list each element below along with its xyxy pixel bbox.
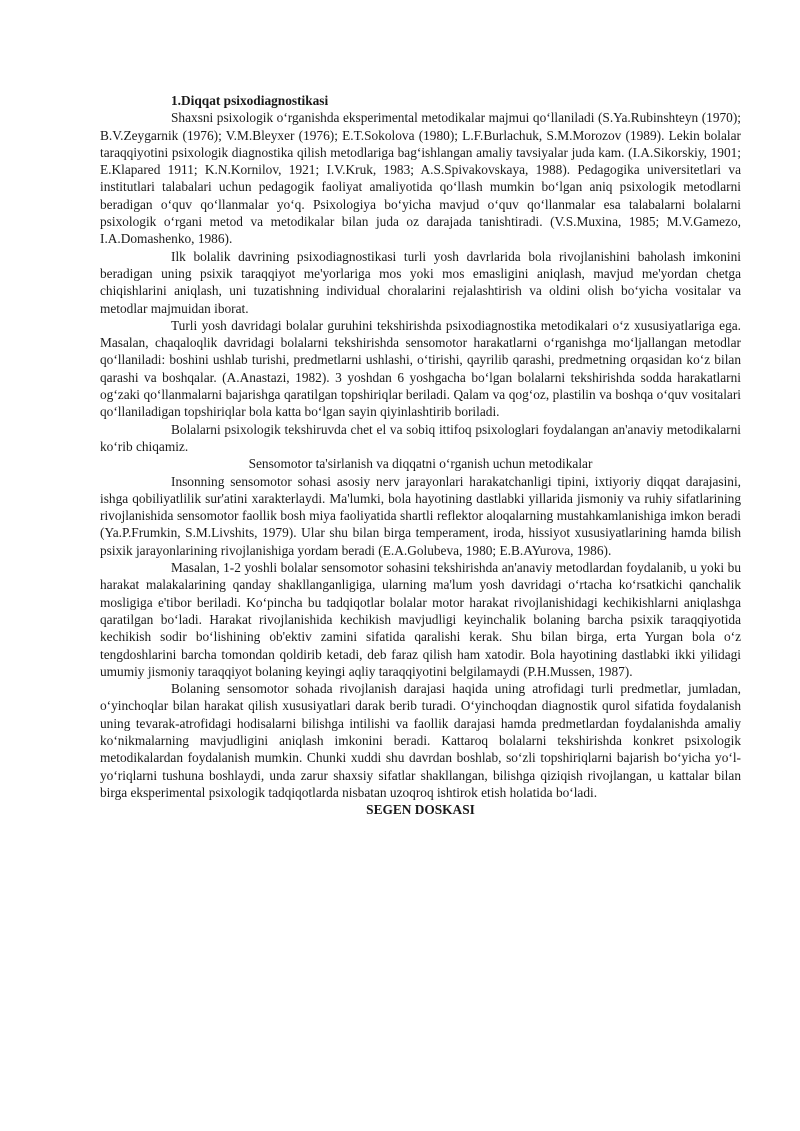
- document-page: [100, 92, 741, 818]
- paragraph-main-2: Masalan, 1-2 yoshli bolalar sensomotor sohasini tekshirishda an'anaviy metodlardan foydalanib, u yoki bu harakat malakalarining qanday shakllanganligiga, ularning ma'lum yosh davridagi o‘rtacha ko‘rsatkichi qanchalik mosligiga e'tibor beriladi. Ko‘pincha bu tadqiqotlar bolalar motor harakat rivojlanishidagi kechikishlarni aniqlashga qaratilgan bo‘ladi. Harakat rivojlanishida kechikish mavjudligi keyinchalik bolaning barcha psixik taraqqiyotida kechikish sodir bo‘lishining ob'ektiv zamini sifatida qaralishi kerak. Shu bilan birga, erta Yurgan bola o‘z tengdoshlarini barcha tomondan qoldirib ketadi, deb faraz qilish ham xatodir. Bola hayotining dastlabki ikki yilidagi umumiy jismoniy taraqqiyot bolaning keyingi aqliy taraqqiyotini belgilamaydi (P.H.Mussen, 1987).: [100, 560, 741, 679]
- paragraph-main-3: Bolaning sensomotor sohada rivojlanish darajasi haqida uning atrofidagi turli predmetlar, jumladan, o‘yinchoqlar bilan harakat qilish xususiyatlari darak berib turadi. O‘yinchoqdan diagnostik qurol sifatida foydalanish uning tevarak-atrofidagi hodisalarni bilishga intilishi va faollik darajasi hamda predmetlardan foydalanishda amaliy ko‘nikmalarning mavjudligini aniqlash imkonini beradi. Kattaroq bolalarni tekshirishda konkret psixologik metodikalardan foydalanish mumkin. Chunki xuddi shu davrdan boshlab, so‘zli topshiriqlarni bajarish bo‘yicha yo‘l-yo‘riqlarni tushuna boshlaydi, unda zarur shaxsiy sifatlar shakllangan, bilishga qiziqish rivojlangan, u kattalar bilan birga eksperimental psixologik tadqiqotlarda nisbatan uzoqroq ishtirok etish holatida bo‘ladi.: [100, 681, 741, 800]
- section-heading: 1.Diqqat psixodiagnostikasi: [171, 93, 329, 108]
- segen-board-title: SEGEN DOSKASI: [366, 802, 475, 818]
- paragraph-intro-2: Ilk bolalik davrining psixodiagnostikasi turli yosh davrlarida bola rivojlanishini baholash imkonini beradigan uning psixik taraqqiyot me'yorlariga mos yoki mos emasligini aniqlash, mavjud me'yordan chetga chiqishlarini aniqlash, uni tuzatishning individual choralarini rejalashtirish va oldini olish bo‘yicha vositalar va metodlar majmuidan iborat.: [100, 248, 741, 316]
- paragraph-intro-1: Shaxsni psixologik o‘rganishda eksperimental metodikalar majmui qo‘llaniladi (S.Ya.Rubinshteyn (1970); B.V.Zeygarnik (1976); V.M.Bleyxer (1976); E.T.Sokolova (1980); L.F.Burlachuk, S.M.Morozov (1989). Lekin bolalar taraqqiyotini psixologik diagnostika qilish metodlariga bag‘ishlangan amaliy tavsiyalar juda kam. (I.A.Sikorskiy, 1901; E.Klapared 1911; K.N.Kornilov, 1921; I.V.Kruk, 1983; A.S.Spivakovskaya, 1988). Pedagogika universitetlari va institutlari talabalari uchun pedagogik faoliyat amaliyotida qo‘llash mumkin bo‘lgan aniq psixologik metodlarni beradigan o‘quv qo‘llanmalar yo‘q. Psixologiya bo‘yicha mavjud o‘quv qo‘llanmalar esa talabalarni bolalarni psixologik o‘rgani metod va metodikalar bilan juda oz darajada tanishtiradi. (V.S.Muxina, 1985; M.V.Gamezo, I.A.Domashenko, 1986).: [100, 110, 741, 247]
- paragraph-intro-3: Turli yosh davridagi bolalar guruhini tekshirishda psixodiagnostika metodikalari o‘z xususiyatlariga ega. Masalan, chaqaloqlik davridagi bolalarni tekshirishda sensomotor harakatlarni o‘rganishga mo‘ljallangan metodlar qo‘llaniladi: boshini ushlab turishi, predmetlarni ushlashi, o‘tirishi, qayrilib qarashi, predmetning orqasidan ko‘z bilan qarashi va boshqalar. (A.Anastazi, 1982). 3 yoshdan 6 yoshgacha bo‘lgan bolalarni tekshirishda sodda harakatlarni og‘zaki qo‘llanmalarni bajarishga qaratilgan topshiriqlar beriladi. Qalam va qog‘oz, plastilin va boshqa o‘quv vositalari qo‘llaniladigan topshiriqlar bola katta bo‘lgan sayin qiyinlashtirib boriladi.: [100, 317, 741, 420]
- subsection-title: Sensomotor ta'sirlanish va diqqatni o‘rganish uchun metodikalar: [248, 456, 593, 472]
- paragraph-intro-4: Bolalarni psixologik tekshiruvda chet el va sobiq ittifoq psixologlari foydalangan an'anaviy metodikalarni ko‘rib chiqamiz.: [100, 421, 741, 454]
- paragraph-main-1: Insonning sensomotor sohasi asosiy nerv jarayonlari harakatchanligi tipini, ixtiyoriy diqqat darajasini, ishga qobiliyatlilik sur'atini xarakterlaydi. Ma'lumki, bola hayotining dastlabki yillarida jismoniy va ruhiy sifatlarining rivojlanishida sensomotor faollik bosh miya faoliyatida shartli reflektor aloqalarning mustahkamlanishiga imkon beradi (Ya.P.Frumkin, S.M.Livshits, 1979). Ular shu bilan birga temperament, iroda, hissiyot xususiyatlarining hamda bilish psixik jarayonlarining rivojlanishiga yordam beradi (E.A.Golubeva, 1980; E.B.AYurova, 1986).: [100, 473, 741, 558]
